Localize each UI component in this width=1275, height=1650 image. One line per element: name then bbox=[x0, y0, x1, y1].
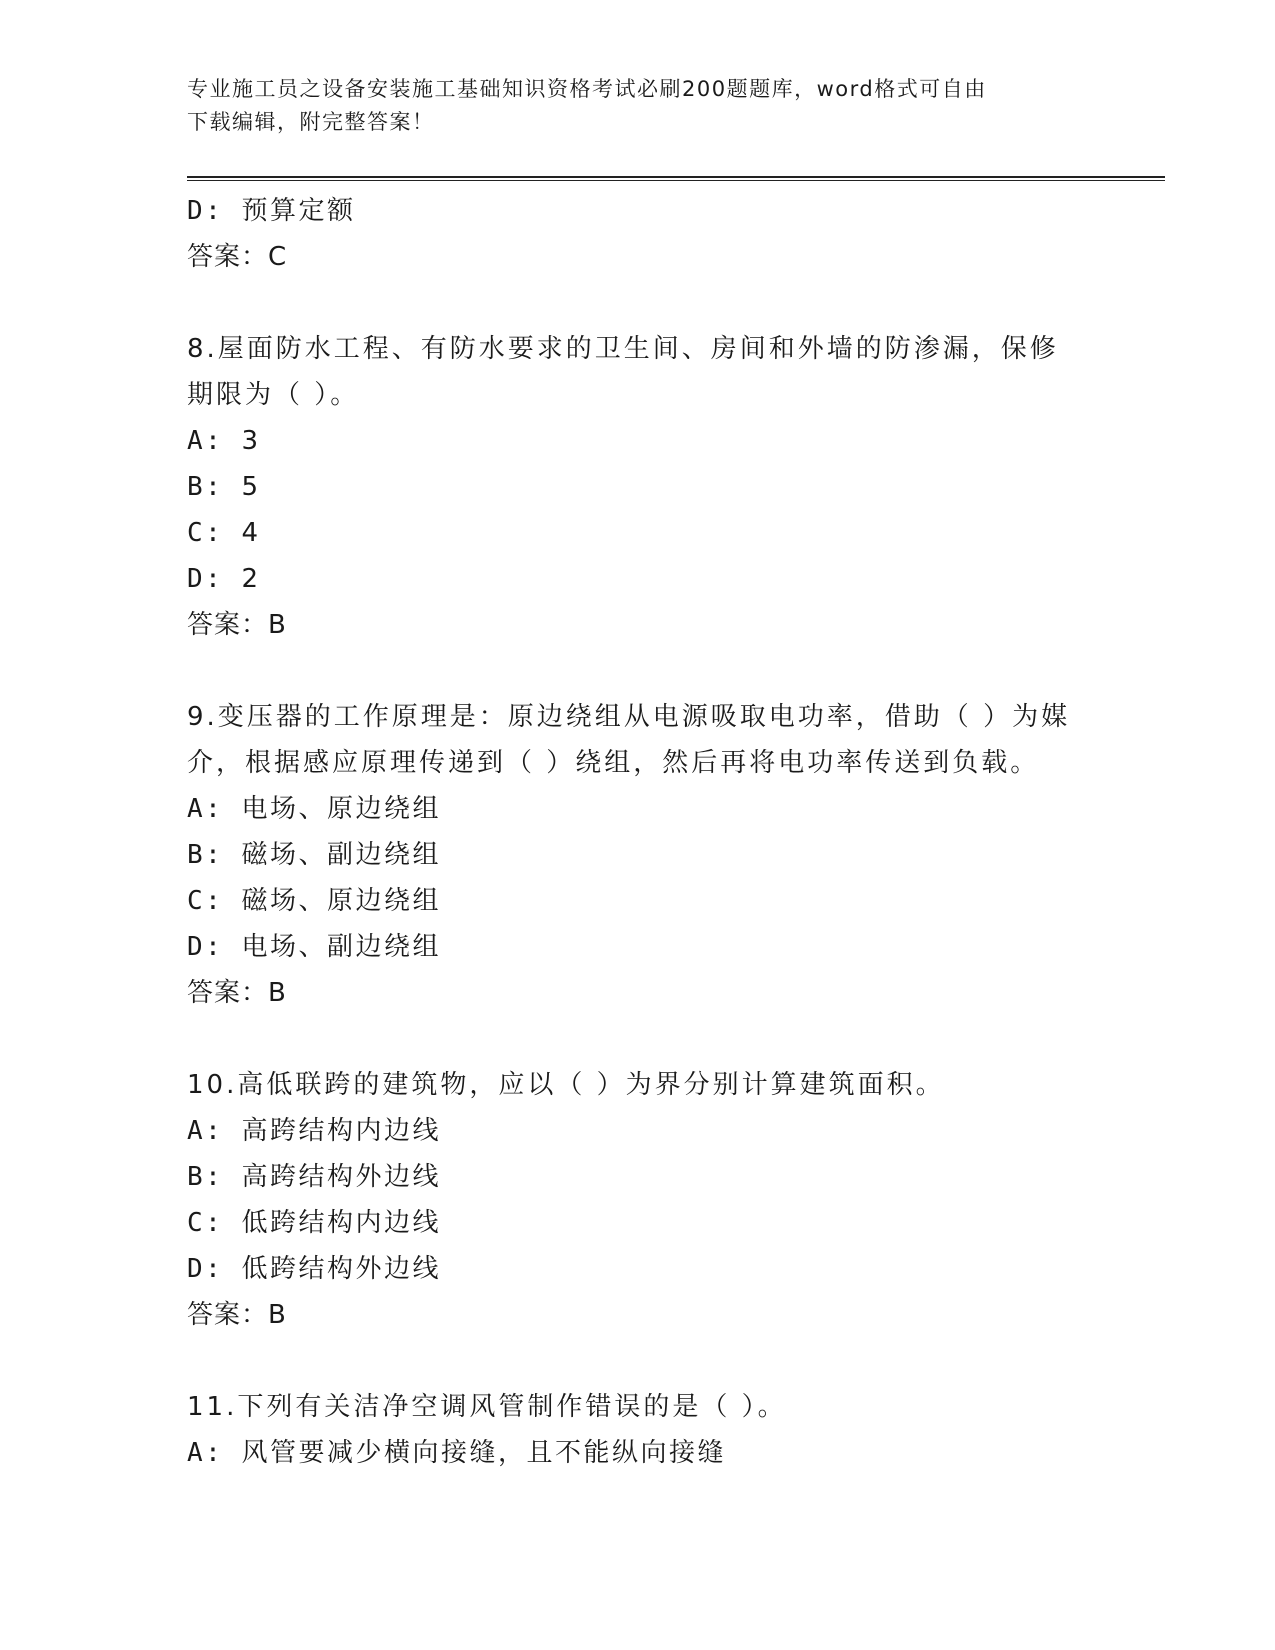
option-text: 3 bbox=[241, 426, 261, 456]
option-b bbox=[187, 1154, 1167, 1200]
option-key: D: bbox=[187, 564, 224, 594]
option-key: D: bbox=[187, 1254, 224, 1284]
option-a bbox=[187, 1108, 1167, 1154]
spacer bbox=[187, 1338, 1167, 1384]
option-b bbox=[187, 832, 1167, 878]
answer-line: 答案：C bbox=[187, 242, 288, 272]
question-stem: 8.屋面防水工程、有防水要求的卫生间、房间和外墙的防渗漏，保修期限为（ ）。 bbox=[187, 334, 1059, 410]
option-text: 风管要减少横向接缝，且不能纵向接缝 bbox=[241, 1438, 726, 1468]
spacer bbox=[187, 1016, 1167, 1062]
spacer bbox=[187, 280, 1167, 326]
option-text: 高跨结构外边线 bbox=[241, 1162, 441, 1192]
question-content bbox=[187, 188, 1167, 1476]
option-key: B: bbox=[187, 472, 224, 502]
option-a bbox=[187, 786, 1167, 832]
option-key: B: bbox=[187, 1162, 224, 1192]
header-line-2: 下载编辑，附完整答案！ bbox=[187, 110, 435, 134]
option-text: 4 bbox=[241, 518, 261, 548]
question-stem: 9.变压器的工作原理是：原边绕组从电源吸取电功率，借助（ ）为媒介，根据感应原理传递到（ ）绕组，然后再将电功率传送到负载。 bbox=[187, 702, 1071, 778]
option-d bbox=[187, 1246, 1167, 1292]
option-text: 磁场、原边绕组 bbox=[241, 886, 441, 916]
option-key: A: bbox=[187, 426, 224, 456]
option-key: D: bbox=[187, 932, 224, 962]
option-text: 预算定额 bbox=[241, 196, 356, 226]
option-b bbox=[187, 464, 1167, 510]
answer-line: 答案：B bbox=[187, 978, 287, 1008]
spacer bbox=[187, 648, 1167, 694]
question-stem: 11.下列有关洁净空调风管制作错误的是（ ）。 bbox=[187, 1392, 787, 1422]
option-a bbox=[187, 418, 1167, 464]
option-text: 电场、原边绕组 bbox=[241, 794, 441, 824]
option-text: 5 bbox=[241, 472, 261, 502]
option-text: 低跨结构外边线 bbox=[241, 1254, 441, 1284]
option-key: C: bbox=[187, 886, 224, 916]
option-a bbox=[187, 1430, 1167, 1476]
option-d bbox=[187, 556, 1167, 602]
option-text: 低跨结构内边线 bbox=[241, 1208, 441, 1238]
option-c bbox=[187, 510, 1167, 556]
option-key: B: bbox=[187, 840, 224, 870]
option-text: 2 bbox=[241, 564, 261, 594]
option-text: 高跨结构内边线 bbox=[241, 1116, 441, 1146]
option-text: 磁场、副边绕组 bbox=[241, 840, 441, 870]
option-c bbox=[187, 878, 1167, 924]
option-d bbox=[187, 924, 1167, 970]
question-stem: 10.高低联跨的建筑物，应以（ ）为界分别计算建筑面积。 bbox=[187, 1070, 945, 1100]
option-c bbox=[187, 1200, 1167, 1246]
answer-line: 答案：B bbox=[187, 610, 287, 640]
option-key: D: bbox=[187, 196, 224, 226]
option-key: A: bbox=[187, 1116, 224, 1146]
option-d bbox=[187, 188, 1167, 234]
header-line-1: 专业施工员之设备安装施工基础知识资格考试必刷200题题库，word格式可自由 bbox=[187, 77, 987, 101]
option-text: 电场、副边绕组 bbox=[241, 932, 441, 962]
header-divider bbox=[187, 176, 1165, 181]
option-key: A: bbox=[187, 1438, 224, 1468]
option-key: C: bbox=[187, 1208, 224, 1238]
answer-line: 答案：B bbox=[187, 1300, 287, 1330]
option-key: C: bbox=[187, 518, 224, 548]
document-header bbox=[187, 73, 1087, 139]
option-key: A: bbox=[187, 794, 224, 824]
